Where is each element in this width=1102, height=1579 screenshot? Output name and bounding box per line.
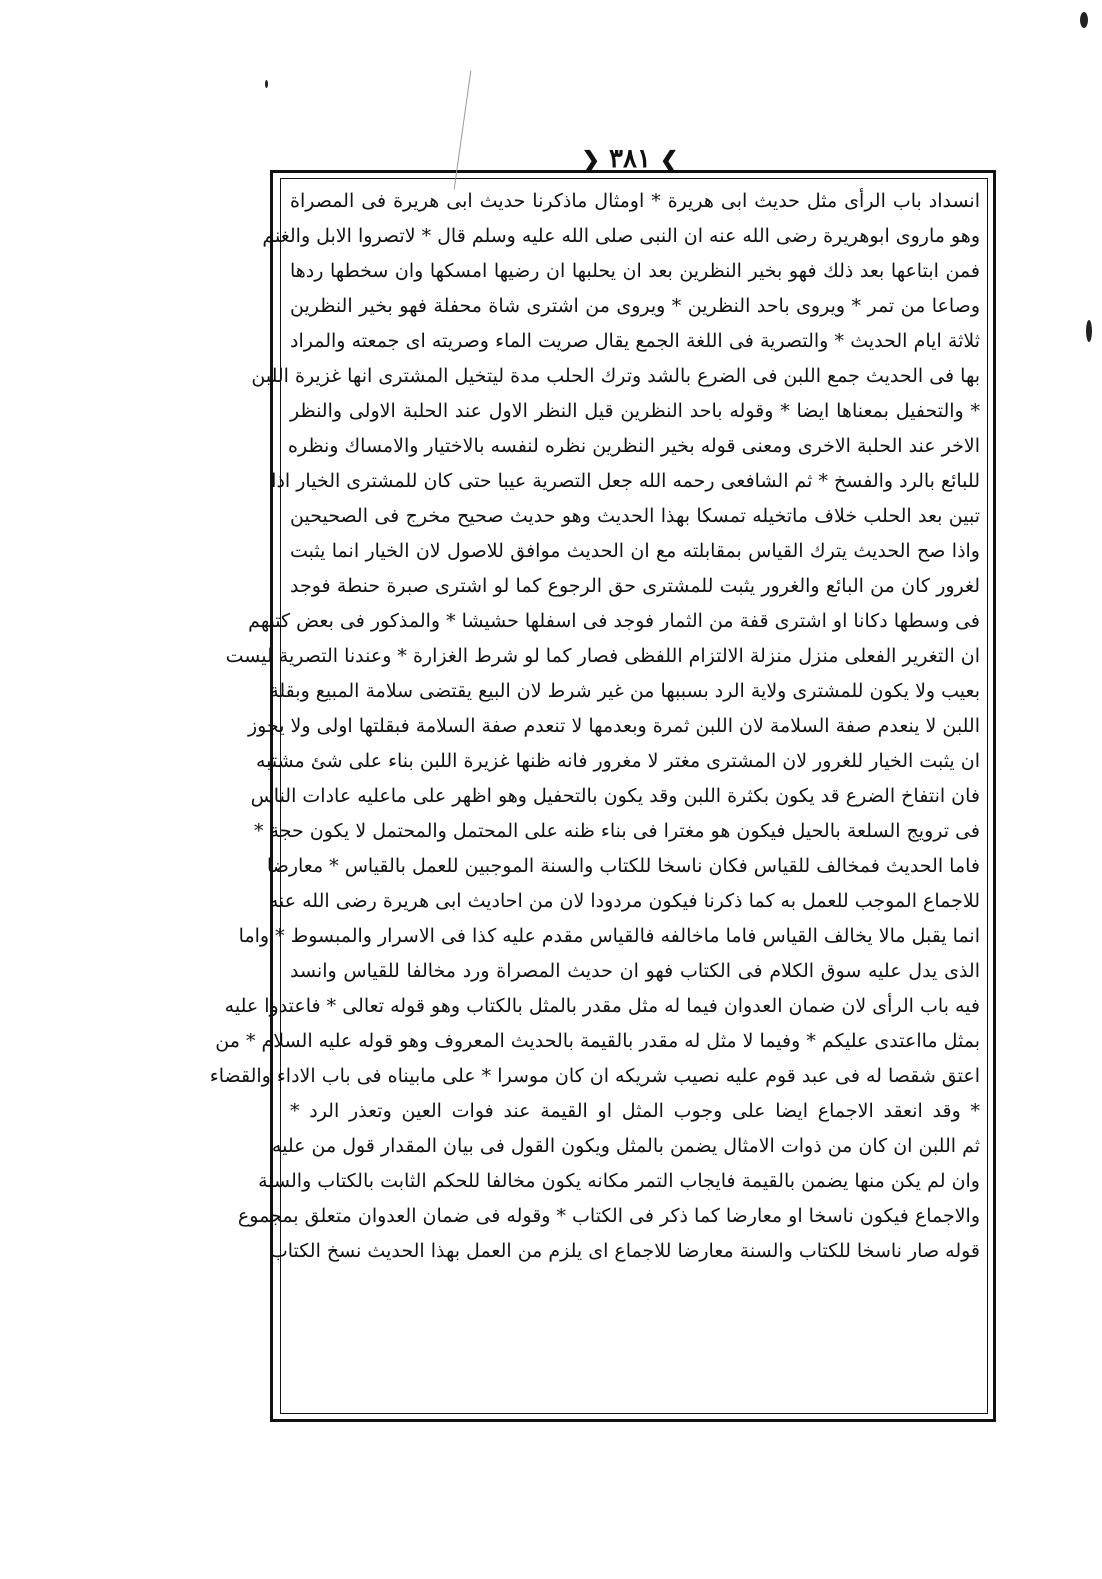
text-line: بها فى الحديث جمع اللبن فى الضرع بالشد وترك الحلب مدة ليتخيل المشترى انها غزيرة اللبن	[251, 365, 980, 387]
page-number: ٣٨١	[609, 144, 651, 174]
text-line: فيه باب الرأى لان ضمان العدوان فيما له مثل مقدر بالمثل بالكتاب وهو قوله تعالى * فاعتدوا عليه	[224, 995, 980, 1017]
text-line: * وقد انعقد الاجماع ايضا على وجوب المثل او القيمة عند فوات العين وتعذر الرد *	[290, 1100, 980, 1122]
scan-speck	[1086, 320, 1092, 342]
text-block	[209, 184, 980, 1409]
text-line: للبائع بالرد والفسخ * ثم الشافعى رحمه الله جعل التصرية عيبا حتى كان للمشترى الخيار اذا	[271, 470, 980, 492]
text-line: اللبن لا ينعدم صفة السلامة لان اللبن ثمرة وبعدمها لا تنعدم صفة السلامة فبقلتها اولى ولا يجوز	[247, 715, 980, 737]
text-line: ثلاثة ايام الحديث * والتصرية فى اللغة الجمع يقال صريت الماء وصريته اى جمعته والمراد	[290, 330, 980, 352]
text-line: فى ترويج السلعة بالحيل فيكون هو مغترا فى بناء ظنه على المحتمل والمحتمل لا يكون حجة *	[254, 820, 980, 842]
scan-speck	[265, 80, 268, 88]
ornament-left: ❮	[660, 147, 679, 173]
text-line: فمن ابتاعها بعد ذلك فهو بخير النظرين بعد ان يحلبها ان رضيها امسكها وان سخطها ردها	[290, 260, 980, 282]
text-line: وان لم يكن منها يضمن بالقيمة فايجاب التمر مكانه يكون مخالفا للحكم الثابت بالكتاب والسنة	[258, 1170, 980, 1192]
text-line: لغرور كان من البائع والغرور يثبت للمشترى حق الرجوع كما لو اشترى صبرة حنطة فوجد	[290, 575, 980, 597]
text-line: ان يثبت الخيار للغرور لان المشترى مغتر لا مغرور فانه ظنها غزيرة اللبن بناء على شئ مشتبه	[255, 750, 980, 772]
text-line: وصاعا من تمر * ويروى باحد النظرين * ويروى من اشترى شاة محفلة فهو بخير النظرين	[290, 295, 980, 317]
text-line: الاخر عند الحلبة الاخرى ومعنى قوله بخير النظرين نظره لنفسه بالاختيار والامساك ونظره	[288, 435, 980, 457]
text-line: اعتق شقصا له فى عبد قوم عليه نصيب شريكه ان كان موسرا * على مابيناه فى باب الاداء والقضاء	[209, 1065, 980, 1087]
text-line: والاجماع فيكون ناسخا او معارضا كما ذكر فى الكتاب * وقوله فى ضمان العدوان متعلق بمجموع	[237, 1205, 980, 1227]
text-line: وهو ماروى ابوهريرة رضى الله عنه ان النبى صلى الله عليه وسلم قال * لاتصروا الابل والغنم	[262, 225, 980, 247]
text-line: بمثل مااعتدى عليكم * وفيما لا مثل له مقدر بالقيمة بالحديث المعروف وهو قوله عليه السلام * من	[215, 1030, 980, 1052]
text-line: فان انتفاخ الضرع قد يكون بكثرة اللبن وقد يكون بالتحفيل وهو اظهر على ماعليه عادات الناس	[250, 785, 980, 807]
text-line: بعيب ولا يكون للمشترى ولاية الرد بسببها من غير شرط لان البيع يقتضى سلامة المبيع وبقلة	[269, 680, 980, 702]
text-line: فى وسطها دكانا او اشترى قفة من الثمار فوجد فى اسفلها حشيشا * والمذكور فى بعض كتبهم	[248, 610, 980, 632]
text-line: انسداد باب الرأى مثل حديث ابى هريرة * اومثال ماذكرنا حديث ابى هريرة فى المصراة	[290, 190, 980, 212]
text-line: قوله صار ناسخا للكتاب والسنة معارضا للاجماع اى يلزم من العمل بهذا الحديث نسخ الكتاب	[269, 1240, 980, 1262]
text-line: للاجماع الموجب للعمل به كما ذكرنا فيكون مردودا لان من احاديث ابى هريرة رضى الله عنه	[268, 890, 980, 912]
text-line: تبين بعد الحلب خلاف ماتخيله تمسكا بهذا الحديث وهو حديث صحيح مخرج فى الصحيحين	[290, 505, 980, 527]
text-line: * والتحفيل بمعناها ايضا * وقوله باحد النظرين قيل النظر الاول عند الحلبة الاولى والنظر	[290, 400, 980, 422]
ornament-right: ❯	[581, 147, 600, 173]
text-line: الذى يدل عليه سوق الكلام فى الكتاب فهو ان حديث المصراة ورد مخالفا للقياس وانسد	[290, 960, 980, 982]
text-line: انما يقبل مالا يخالف القياس فاما ماخالفه فالقياس مقدم عليه كذا فى الاسرار والمبسوط * واما	[238, 925, 980, 947]
scan-speck	[1080, 12, 1088, 28]
text-line: ثم اللبن ان كان من ذوات الامثال يضمن بالمثل ويكون القول فى بيان المقدار قول من عليه	[271, 1135, 980, 1157]
text-line: فاما الحديث فمخالف للقياس فكان ناسخا للكتاب والسنة الموجبين للعمل بالقياس * معارضا	[266, 855, 980, 877]
text-line: ان التغرير الفعلى منزل منزلة الالتزام اللفظى فصار كما لو شرط الغزارة * وعندنا التصرية ليست	[225, 645, 980, 667]
text-line: واذا صح الحديث يترك القياس بمقابلته مع ان الحديث موافق للاصول لان الخيار انما يثبت	[290, 540, 980, 562]
